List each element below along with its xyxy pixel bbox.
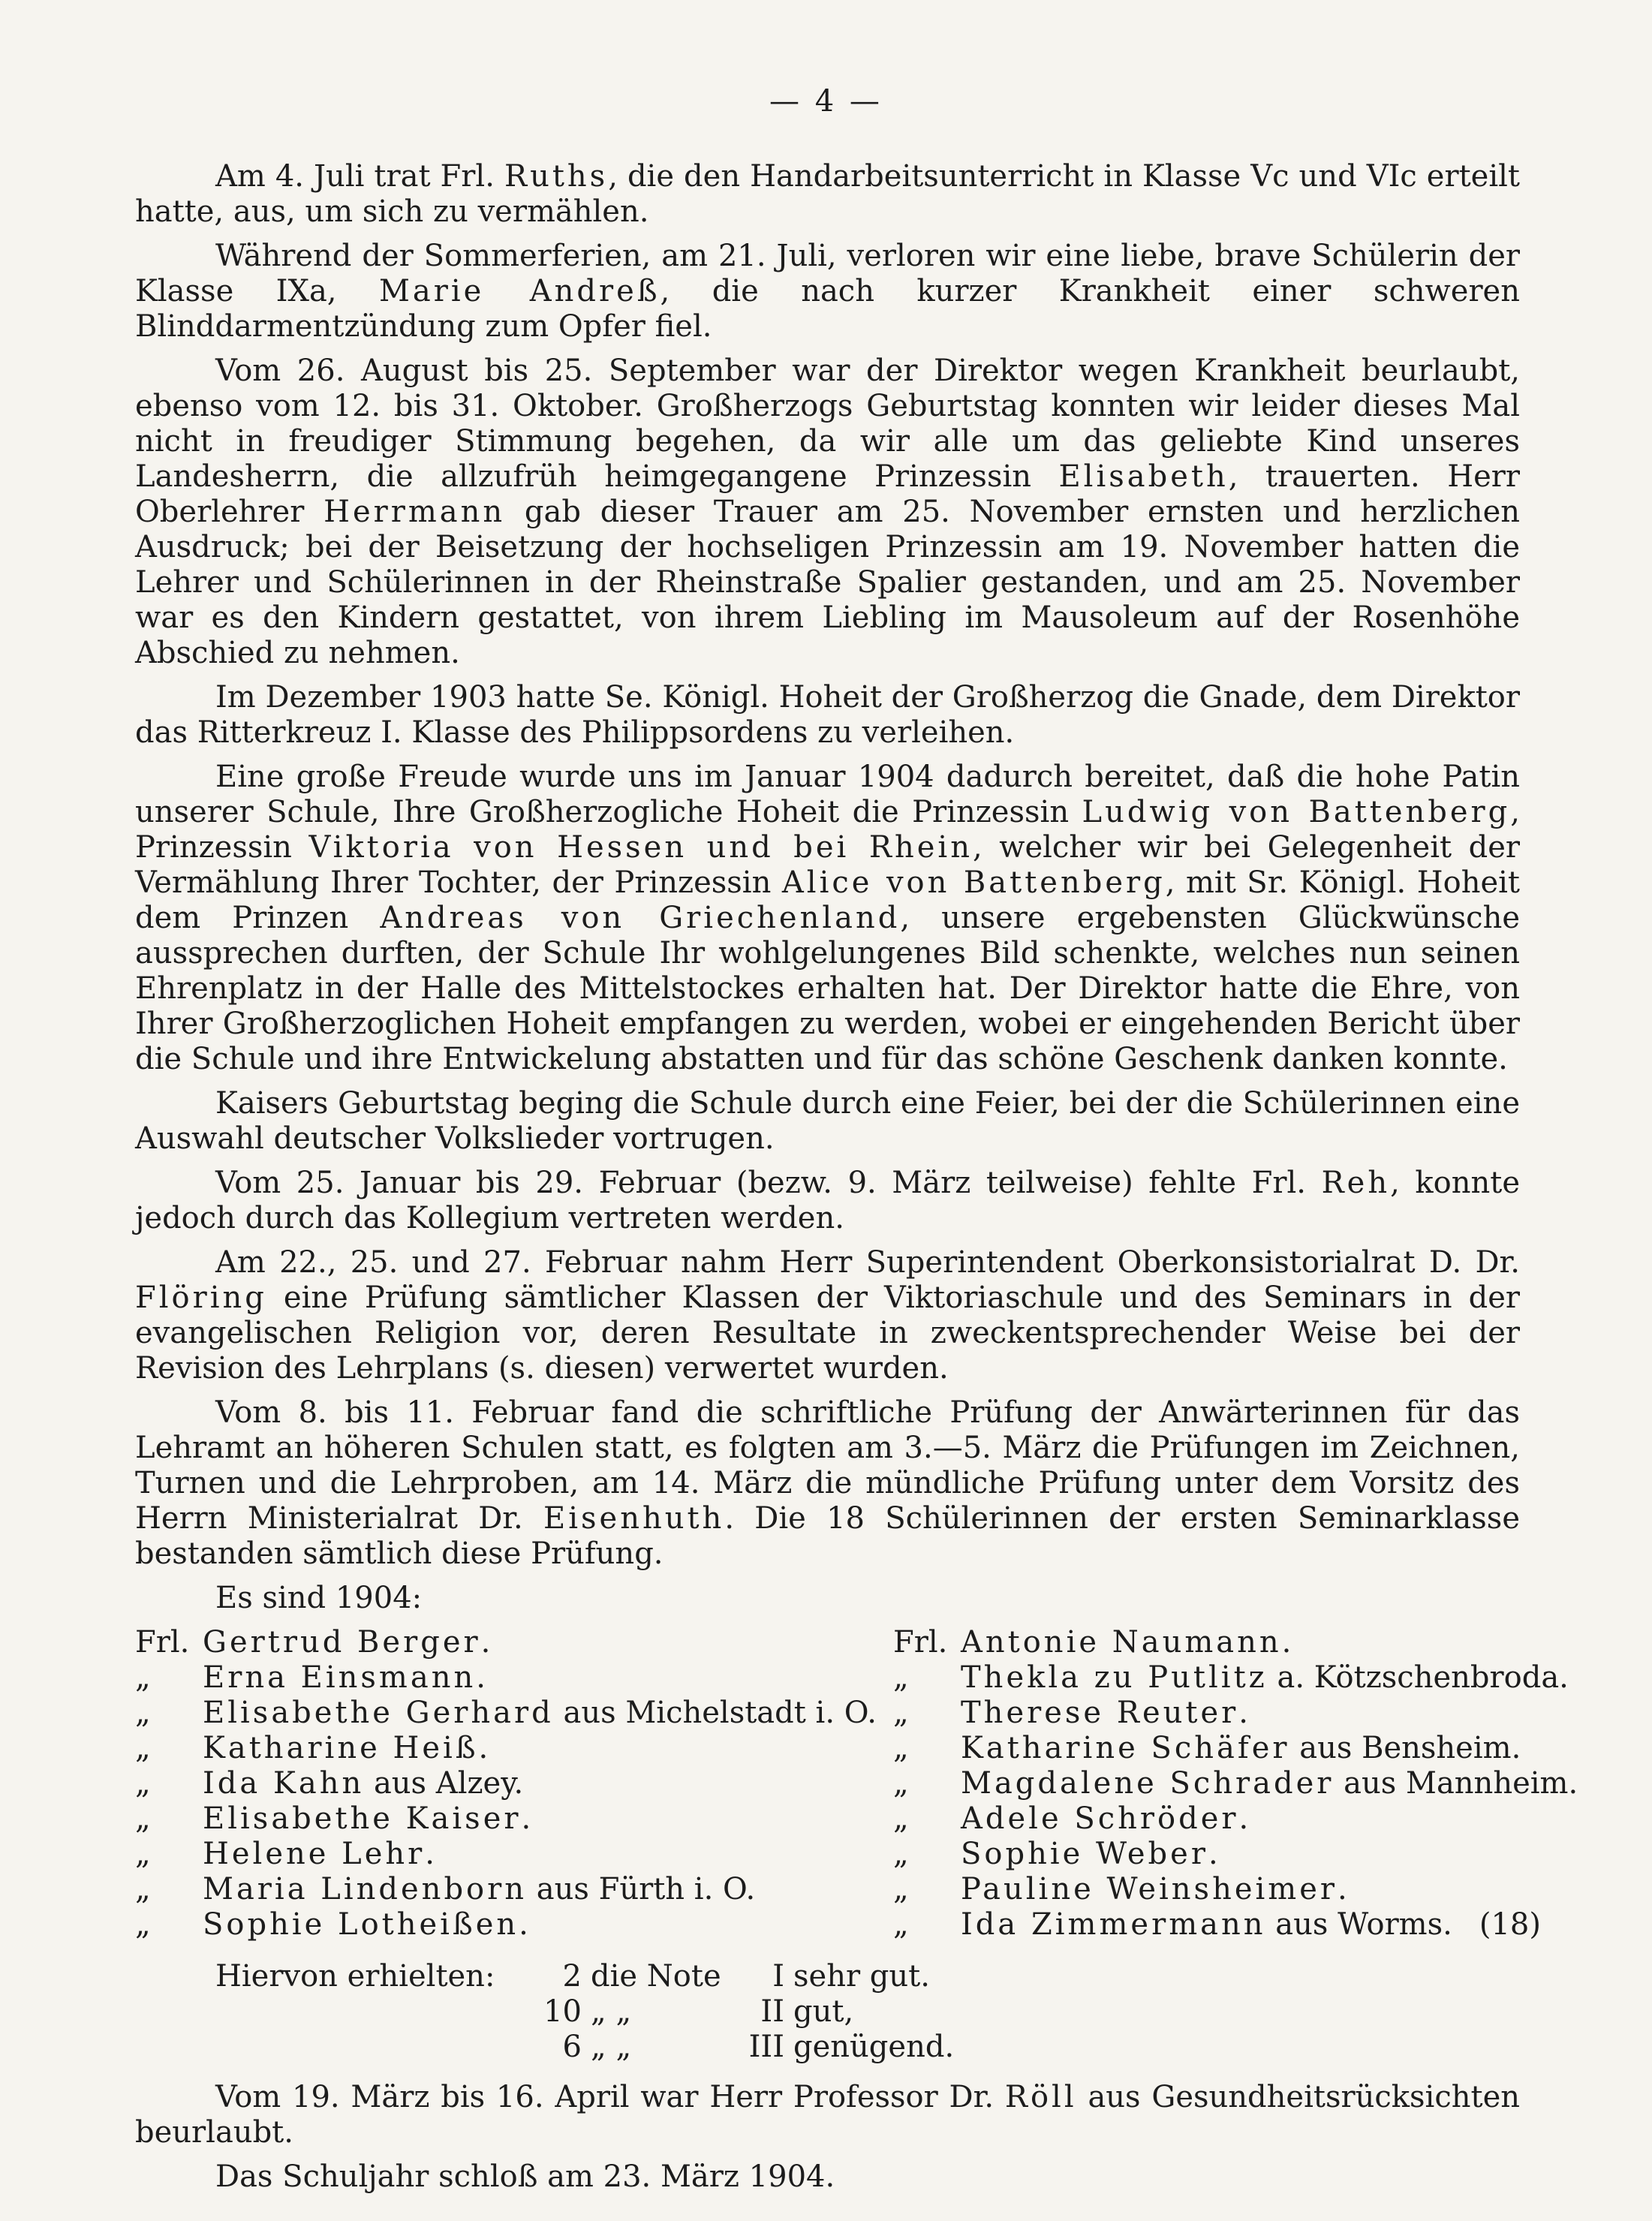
graduate-entry [893,1766,1578,1801]
graduate-name: Katharine Schäfer [961,1731,1290,1765]
graduate-entry [893,1660,1569,1696]
paragraph-8-name: Flöring [135,1281,267,1315]
paragraph-8 [135,1245,1520,1386]
document-body [135,159,1578,2204]
graduate-name: Helene Lehr [203,1837,426,1871]
graduate-name [203,1731,488,1766]
graduate-count: (18) [1479,1907,1541,1942]
graduate-prefix: „ [893,1696,909,1730]
graduate-entry [893,1872,1520,1907]
paragraph-6 [135,1086,1520,1157]
closing-paragraph-2-text: Das Schuljahr schloß am 23. März 1904. [215,2159,835,2194]
graduate-text: . [1338,1872,1347,1907]
graduate-text: . [1238,1801,1249,1836]
closing-paragraph-1-text: Vom 19. März bis 16. April war Herr Professor Dr. [215,2080,1005,2114]
graduate-entry [893,1696,1520,1731]
graduate-text: aus Fürth i. O. [527,1872,756,1907]
graduate-text: aus Alzey. [364,1766,524,1801]
graduate-name: Adele Schröder [961,1801,1239,1836]
graduate-prefix: „ [135,1766,151,1801]
graduate-text: . [519,1907,528,1942]
graduate-text: aus Bensheim. [1289,1731,1521,1765]
paragraph-5-name: Ludwig von Battenberg [1082,795,1511,829]
graduate-text: a. Kötzschenbroda. [1267,1660,1569,1695]
paragraph-3-name: Herrmann [323,495,506,529]
paragraph-5-text: Eine große Freude wurde uns im Januar 1904 dadurch bereitet, daß die hohe Patin unserer Schule, Ihre Großherzogliche Hoheit die Prinzessin [135,760,1520,829]
paragraph-10 [135,1581,1520,1616]
graduate-prefix: „ [135,1731,151,1765]
result-count: 10 [543,1994,582,2029]
graduate-name: Thekla zu Putlitz [961,1660,1268,1695]
graduate-name: Gertrud Berger [203,1625,481,1660]
graduate-prefix: „ [893,1872,909,1907]
graduate-name [203,1766,523,1801]
paragraph-5-name: Alice von Battenberg [781,865,1166,900]
graduate-name [203,1660,486,1696]
graduate-text: . [1238,1696,1248,1730]
graduates-list [135,1625,1578,1943]
graduate-prefix: „ [135,1837,151,1871]
graduate-name: Ida Kahn [203,1766,365,1801]
result-grade: II [760,1994,784,2029]
paragraph-3-text: gab dieser Trauer am 25. November ernsten und herzlichen Ausdruck; bei der Beisetzung der hochseligen Prinzessin am 19. November hatten die Lehrer und Schülerinnen in der Rheinstraße Spalier gestanden, und am 25. November war es den Kindern gestattet, von ihrem Liebling im Mausoleum auf der Rosenhöhe Abschied zu nehmen. [135,495,1520,670]
graduate-text: aus Michelstadt i. O. [553,1696,877,1730]
graduate-text: . [521,1801,531,1836]
paragraph-9 [135,1395,1520,1572]
graduate-name [961,1907,1452,1943]
graduate-prefix: „ [135,1660,151,1695]
graduate-name: Elisabethe Kaiser [203,1801,522,1836]
paragraph-5-name: Andreas von Griechenland [380,901,901,935]
paragraph-4-text: Im Dezember 1903 hatte Se. Königl. Hoheit der Großherzog die Gnade, dem Direktor das Ritterkreuz I. Klasse des Philippsordens zu verleihen. [135,680,1520,750]
closing-paragraph-1 [135,2080,1520,2150]
graduate-name: Pauline Weinsheimer [961,1872,1338,1907]
graduate-prefix: „ [893,1837,909,1871]
graduate-name: Magdalene Schrader [961,1766,1335,1801]
paragraph-4 [135,680,1520,751]
paragraph-6-text: Kaisers Geburtstag beging die Schule durch eine Feier, bei der die Schülerinnen eine Auswahl deutscher Volkslieder vortrugen. [135,1086,1520,1156]
grade-results [215,1959,1520,2065]
result-count: 6 [562,2030,582,2064]
graduate-entry [135,1837,893,1872]
graduate-name [203,1907,528,1943]
graduate-name: Erna Einsmann [203,1660,477,1695]
graduate-text: . [425,1837,435,1871]
graduate-prefix: „ [135,1907,151,1942]
paragraph-5-text: , mit Sr. Königl. Hoheit dem Prinzen [135,865,1520,935]
paragraph-5 [135,760,1520,1077]
graduate-name [961,1731,1521,1766]
paragraph-5-name: Viktoria von Hessen und bei Rhein [308,830,973,865]
graduate-text: aus Worms. [1265,1907,1452,1942]
graduate-entry [893,1731,1520,1766]
result-grade: I [772,1959,784,1994]
paragraph-3 [135,354,1520,671]
graduate-name: Therese Reuter [961,1696,1239,1730]
graduate-name [961,1801,1248,1837]
page-number: — 4 — [769,84,883,119]
paragraph-7-text: Vom 25. Januar bis 29. Februar (bezw. 9. März teilweise) fehlte Frl. [215,1166,1322,1200]
paragraph-5-text: , Prinzessin [135,795,1520,865]
paragraph-3-name: Elisabeth [1058,459,1229,494]
result-description: sehr gut. [793,1959,930,1994]
result-description: gut, [793,1994,854,2029]
graduate-name: Antonie Naumann [961,1625,1282,1660]
graduate-prefix: „ [893,1766,909,1801]
graduate-entry [135,1660,893,1696]
paragraph-2-text: , die nach kurzer Krankheit einer schweren Blinddarmentzündung zum Opfer fiel. [135,274,1520,344]
result-label: die Note [591,1959,721,1994]
paragraph-3-text: Vom 26. August bis 25. September war der Direktor wegen Krankheit beurlaubt, ebenso vom 12. bis 31. Oktober. Großherzogs Geburtstag konnten wir leider dieses Mal nicht in freudiger Stimmung begehen, da wir alle um das geliebte Kind unseres Landesherrn, die allzufrüh heimgegangene Prinzessin [135,354,1520,494]
graduate-name [203,1625,490,1660]
graduate-entry [135,1872,893,1907]
graduate-entry [893,1837,1520,1872]
graduate-entry [135,1731,893,1766]
result-grade: III [748,2030,784,2064]
graduate-entry [893,1801,1520,1837]
paragraph-1-text: Am 4. Juli trat Frl. [215,159,504,194]
graduate-entry [893,1907,1541,1943]
graduate-prefix: Frl. [135,1625,190,1660]
graduate-prefix: „ [893,1907,909,1942]
paragraph-8-text: eine Prüfung sämtlicher Klassen der Viktoriaschule und des Seminars in der evangelischen Religion vor, deren Resultate in zweckentsprechender Weise bei der Revision des Lehrplans (s. diesen) verwertet wurden. [135,1281,1520,1386]
graduate-entry [135,1801,893,1837]
paragraph-5-text: , welcher wir bei Gelegenheit der Vermählung Ihrer Tochter, der Prinzessin [135,830,1520,900]
graduate-entry [135,1907,893,1943]
graduate-name: Sophie Lotheißen [203,1907,519,1942]
graduate-prefix: „ [135,1696,151,1730]
paragraph-9-text: . Die 18 Schülerinnen der ersten Seminarklasse bestanden sämtlich diese Prüfung. [135,1501,1520,1571]
paragraph-7-text: , konnte jedoch durch das Kollegium vertreten werden. [135,1166,1520,1235]
paragraph-7 [135,1166,1520,1236]
results-spacer [215,2030,501,2065]
result-description: genügend. [793,2030,955,2064]
graduate-text: . [478,1731,489,1765]
paragraph-9-name: Eisenhuth [543,1501,725,1536]
graduate-entry [135,1766,893,1801]
paragraph-8-text: Am 22., 25. und 27. Februar nahm Herr Superintendent Oberkonsistorialrat D. Dr. [215,1245,1520,1280]
paragraph-1 [135,159,1520,230]
graduate-name [961,1872,1347,1907]
result-count: 2 [562,1959,582,1994]
graduate-name [961,1696,1248,1731]
graduate-prefix: „ [893,1801,909,1836]
result-label: „ „ [591,2030,632,2064]
graduate-name [203,1696,877,1731]
graduates-left-column [135,1625,893,1943]
graduate-name: Ida Zimmermann [961,1907,1266,1942]
paragraph-1-text: , die den Handarbeitsunterricht in Klasse Vc und VIc erteilt hatte, aus, um sich zu vermählen. [135,159,1521,229]
graduate-text: . [476,1660,486,1695]
paragraph-10-text: Es sind 1904: [215,1581,423,1615]
graduate-name: Katharine Heiß [203,1731,479,1765]
graduates-right-column [893,1625,1578,1943]
graduate-prefix: „ [135,1801,151,1836]
paragraph-1-name: Ruths [504,159,609,194]
paragraph-7-name: Reh [1321,1166,1391,1200]
graduate-prefix: Frl. [893,1625,948,1660]
results-intro: Hiervon erhielten: [215,1959,495,1994]
paragraph-2-name: Marie Andreß [378,274,660,308]
results-spacer [215,1994,501,2030]
graduate-text: . [1208,1837,1218,1871]
graduate-name [203,1837,435,1872]
closing-paragraphs [135,2080,1520,2195]
graduate-name: Elisabethe Gerhard [203,1696,554,1730]
paragraph-5-text: , unsere ergebensten Glückwünsche aussprechen durften, der Schule Ihr wohlgelungenes Bild schenkte, welches nun seinen Ehrenplatz in der Halle des Mittelstockes erhalten hat. Der Direktor hatte die Ehre, von Ihrer Großherzoglichen Hoheit empfangen zu werden, wobei er eingehenden Bericht über die Schule und ihre Entwickelung abstatten und für das schöne Geschenk danken konnte. [135,901,1521,1076]
graduate-prefix: „ [135,1872,151,1907]
graduate-text: . [480,1625,491,1660]
graduate-name: Sophie Weber [961,1837,1208,1871]
closing-paragraph-1-name: Röll [1004,2080,1077,2114]
closing-paragraph-1-text: aus Gesundheitsrücksichten beurlaubt. [135,2080,1520,2150]
paragraph-2 [135,239,1520,345]
closing-paragraph-2 [135,2159,1520,2195]
graduate-name [961,1766,1578,1801]
report-paragraphs [135,159,1520,1616]
graduate-name [961,1625,1291,1660]
graduate-name [961,1837,1218,1872]
graduate-name [203,1801,531,1837]
paragraph-3-text: , trauerten. Herr Oberlehrer [135,459,1521,529]
paragraph-9-text: Vom 8. bis 11. Februar fand die schriftliche Prüfung der Anwärterinnen für das Lehramt an höheren Schulen statt, es folgten am 3.—5. März die Prüfungen im Zeichnen, Turnen und die Lehrproben, am 14. März die mündliche Prüfung unter dem Vorsitz des Herrn Ministerialrat Dr. [135,1395,1520,1536]
graduate-entry [135,1696,893,1731]
graduate-name [203,1872,755,1907]
graduate-entry [135,1625,893,1660]
graduate-text: . [1281,1625,1292,1660]
graduate-text: aus Mannheim. [1334,1766,1578,1801]
graduate-name: Maria Lindenborn [203,1872,528,1907]
graduate-entry [893,1625,1520,1660]
graduate-name [961,1660,1569,1696]
graduate-prefix: „ [893,1660,909,1695]
graduate-prefix: „ [893,1731,909,1765]
result-label: „ „ [591,1994,632,2029]
paragraph-2-text: Während der Sommerferien, am 21. Juli, verloren wir eine liebe, brave Schülerin der Klasse IXa, [135,239,1520,308]
